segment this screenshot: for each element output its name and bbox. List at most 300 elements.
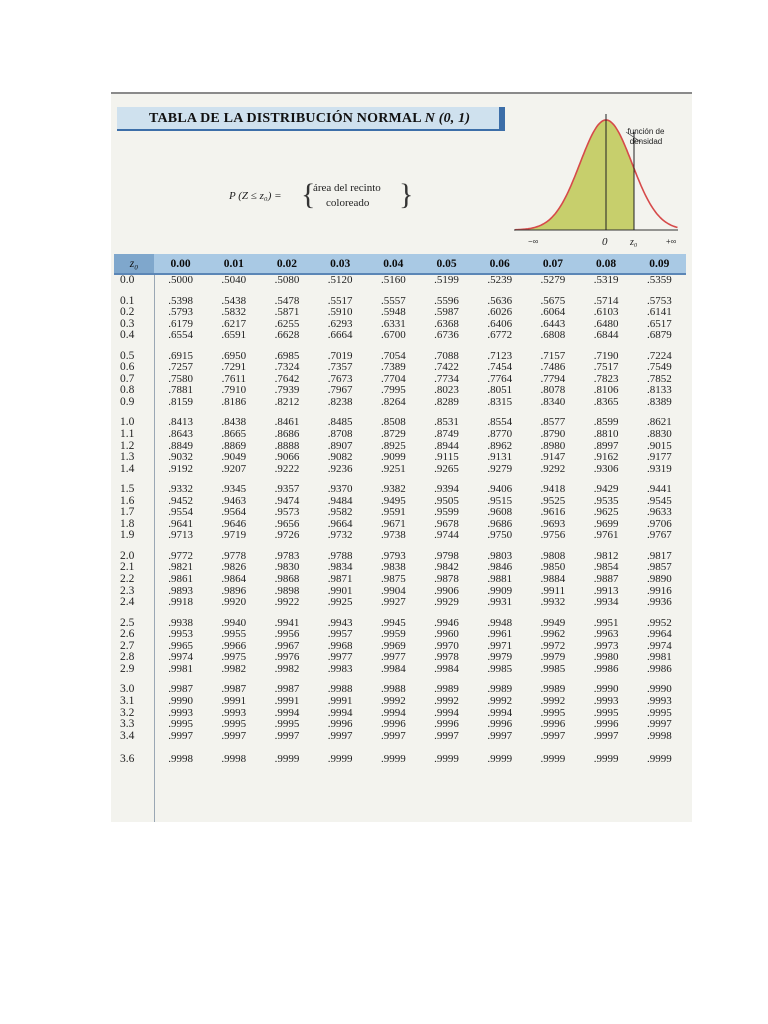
probability-cell: .9997: [646, 718, 672, 731]
probability-cell: .9582: [327, 506, 353, 519]
probability-cell: .7123: [487, 349, 513, 362]
probability-cell: .9177: [646, 451, 672, 464]
probability-cell: .9535: [593, 494, 619, 507]
probability-cell: .9463: [221, 494, 247, 507]
table-row: [114, 397, 686, 409]
probability-cell: .9968: [327, 639, 353, 652]
probability-cell: .8051: [487, 384, 513, 397]
probability-cell: .9956: [274, 628, 300, 641]
probability-cell: .9927: [380, 596, 406, 609]
probability-cell: .9834: [327, 561, 353, 574]
probability-cell: .9995: [646, 706, 672, 719]
probability-cell: .9992: [380, 694, 406, 707]
probability-cell: .9474: [274, 494, 300, 507]
probability-cell: .9990: [168, 694, 193, 707]
probability-cell: .5319: [593, 274, 619, 286]
probability-cell: .6255: [274, 317, 300, 330]
probability-cell: .9616: [540, 506, 566, 519]
probability-cell: .5478: [274, 294, 300, 307]
probability-cell: .7910: [221, 384, 247, 397]
probability-cell: .9641: [168, 517, 193, 530]
probability-cell: .6591: [221, 329, 247, 342]
probability-cell: .9767: [646, 529, 672, 542]
top-rule: [111, 92, 692, 94]
probability-cell: .9996: [434, 718, 459, 731]
probability-cell: .7324: [274, 361, 300, 374]
table-row: [114, 664, 686, 676]
table-row: [114, 464, 686, 476]
probability-cell: .9984: [434, 662, 459, 675]
probability-cell: .9901: [327, 584, 353, 597]
probability-cell: .9878: [434, 573, 459, 586]
probability-cell: .9192: [168, 462, 193, 475]
probability-cell: .9987: [221, 683, 247, 696]
probability-cell: .9997: [487, 729, 513, 742]
probability-cell: .9633: [646, 506, 672, 519]
probability-cell: .9959: [380, 628, 406, 641]
probability-cell: .9920: [221, 596, 247, 609]
probability-cell: .7734: [434, 372, 459, 385]
probability-cell: .9946: [434, 616, 459, 629]
probability-cell: .9357: [274, 483, 300, 496]
probability-cell: .5438: [221, 294, 247, 307]
probability-cell: .9406: [487, 483, 513, 496]
probability-cell: .9979: [487, 651, 513, 664]
probability-cell: .8830: [646, 428, 672, 441]
probability-cell: .5714: [593, 294, 619, 307]
probability-cell: .9960: [434, 628, 459, 641]
probability-cell: .9975: [221, 651, 247, 664]
probability-cell: .7673: [327, 372, 353, 385]
probability-cell: .9974: [168, 651, 193, 664]
probability-cell: .9983: [327, 662, 353, 675]
probability-cell: .8686: [274, 428, 300, 441]
probability-cell: .9744: [434, 529, 459, 542]
z0-axis-label: z₀: [630, 237, 638, 248]
probability-cell: .9082: [327, 451, 353, 464]
probability-cell: .9484: [327, 494, 353, 507]
probability-cell: .9756: [540, 529, 566, 542]
probability-cell: .8888: [274, 439, 300, 452]
probability-cell: .8438: [221, 416, 247, 429]
probability-cell: .9987: [274, 683, 300, 696]
probability-cell: .9999: [327, 753, 353, 766]
probability-cell: .7291: [221, 361, 247, 374]
probability-cell: .9995: [593, 706, 619, 719]
probability-cell: .7642: [274, 372, 300, 385]
probability-cell: .6915: [168, 349, 193, 362]
probability-cell: .8925: [380, 439, 406, 452]
probability-cell: .9049: [221, 451, 247, 464]
probability-cell: .9370: [327, 483, 353, 496]
probability-cell: .9934: [593, 596, 619, 609]
probability-cell: .8485: [327, 416, 353, 429]
probability-cell: .7088: [434, 349, 459, 362]
column-header: 0.03: [314, 254, 367, 274]
table-row: [114, 307, 686, 319]
probability-cell: .5239: [487, 274, 513, 286]
probability-cell: .9997: [380, 729, 406, 742]
probability-cell: .9996: [380, 718, 406, 731]
probability-cell: .9808: [540, 549, 566, 562]
probability-cell: .9830: [274, 561, 300, 574]
probability-cell: .9015: [646, 439, 672, 452]
probability-cell: .9821: [168, 561, 193, 574]
probability-cell: .9131: [487, 451, 513, 464]
probability-cell: .9826: [221, 561, 247, 574]
probability-cell: .6141: [646, 306, 672, 319]
z-value: 1.7: [120, 506, 135, 519]
probability-cell: .9986: [593, 662, 619, 675]
probability-cell: .9812: [593, 549, 619, 562]
probability-cell: .9963: [593, 628, 619, 641]
probability-cell: .9985: [540, 662, 566, 675]
probability-cell: .9772: [168, 549, 193, 562]
probability-cell: .9441: [646, 483, 672, 496]
probability-cell: .9966: [221, 639, 247, 652]
z-value: 3.6: [120, 753, 135, 766]
z-value: 2.7: [120, 639, 135, 652]
probability-cell: .9778: [221, 549, 247, 562]
probability-cell: .9994: [487, 706, 513, 719]
probability-cell: .9997: [434, 729, 459, 742]
probability-cell: .9997: [540, 729, 566, 742]
probability-cell: .9997: [221, 729, 247, 742]
probability-cell: .9948: [487, 616, 513, 629]
probability-cell: .9993: [168, 706, 193, 719]
probability-cell: .6554: [168, 329, 193, 342]
probability-cell: .9984: [380, 662, 406, 675]
probability-cell: .7611: [221, 372, 246, 385]
probability-cell: .9625: [593, 506, 619, 519]
probability-cell: .9783: [274, 549, 300, 562]
probability-cell: .5557: [380, 294, 406, 307]
probability-cell: .9931: [487, 596, 513, 609]
z-value: 2.6: [120, 628, 135, 641]
probability-cell: .7939: [274, 384, 300, 397]
probability-cell: .7704: [380, 372, 406, 385]
probability-cell: .9803: [487, 549, 513, 562]
z-value: 1.6: [120, 494, 135, 507]
probability-cell: .9996: [327, 718, 353, 731]
page-title: [149, 111, 470, 127]
probability-cell: .9985: [487, 662, 513, 675]
probability-formula: [229, 178, 414, 214]
probability-cell: .9994: [274, 706, 300, 719]
title-bar: [117, 107, 505, 131]
probability-cell: .9988: [380, 683, 406, 696]
probability-cell: .6985: [274, 349, 300, 362]
probability-cell: .9996: [487, 718, 513, 731]
column-header: 0.09: [633, 254, 686, 274]
title-suffix: N (0, 1): [424, 111, 471, 126]
probability-cell: .8212: [274, 395, 300, 408]
probability-cell: .9987: [168, 683, 193, 696]
probability-cell: .9345: [221, 483, 247, 496]
column-header: 0.06: [473, 254, 526, 274]
probability-cell: .9949: [540, 616, 566, 629]
probability-cell: .9564: [221, 506, 247, 519]
probability-cell: .9032: [168, 451, 193, 464]
probability-cell: .9932: [540, 596, 566, 609]
probability-cell: .8643: [168, 428, 193, 441]
probability-cell: .9998: [221, 753, 247, 766]
z-value: 0.1: [120, 294, 135, 307]
probability-cell: .9713: [168, 529, 193, 542]
density-curve-figure: [506, 102, 686, 252]
probability-cell: .9999: [646, 753, 672, 766]
probability-cell: .8599: [593, 416, 619, 429]
probability-cell: .7257: [168, 361, 193, 374]
z-value: 1.3: [120, 451, 135, 464]
probability-cell: .9952: [646, 616, 672, 629]
probability-cell: .6217: [221, 317, 247, 330]
probability-cell: .9525: [540, 494, 566, 507]
probability-cell: .9846: [487, 561, 513, 574]
z-value: 3.1: [120, 694, 135, 707]
probability-cell: .5279: [540, 274, 566, 286]
probability-cell: .5987: [434, 306, 459, 319]
probability-cell: .9850: [540, 561, 566, 574]
probability-cell: .6517: [646, 317, 672, 330]
probability-cell: .5199: [434, 274, 459, 286]
probability-cell: .9236: [327, 462, 353, 475]
probability-cell: .5871: [274, 306, 300, 319]
table-row: [114, 597, 686, 609]
probability-cell: .7995: [380, 384, 406, 397]
probability-cell: .9993: [221, 706, 247, 719]
column-header: 0.00: [154, 254, 207, 274]
probability-cell: .9871: [327, 573, 353, 586]
probability-cell: .5040: [221, 274, 247, 286]
probability-cell: .7389: [380, 361, 406, 374]
probability-cell: .9913: [593, 584, 619, 597]
table-row: [114, 530, 686, 542]
probability-cell: .9788: [327, 549, 353, 562]
probability-cell: .9990: [593, 683, 619, 696]
z-value: 3.3: [120, 718, 135, 731]
z-value: 2.5: [120, 616, 135, 629]
probability-cell: .6026: [487, 306, 513, 319]
probability-cell: .9842: [434, 561, 459, 574]
probability-cell: .8159: [168, 395, 193, 408]
probability-cell: .9977: [327, 651, 353, 664]
probability-cell: .9838: [380, 561, 406, 574]
z-value: 2.9: [120, 662, 135, 675]
probability-cell: .9991: [221, 694, 247, 707]
probability-cell: .9977: [380, 651, 406, 664]
probability-cell: .7580: [168, 372, 193, 385]
probability-cell: .9999: [434, 753, 459, 766]
probability-cell: .7794: [540, 372, 566, 385]
probability-cell: .8461: [274, 416, 300, 429]
probability-cell: .8554: [487, 416, 513, 429]
probability-cell: .9918: [168, 596, 193, 609]
probability-cell: .9893: [168, 584, 193, 597]
probability-cell: .9989: [487, 683, 513, 696]
probability-cell: .8389: [646, 395, 672, 408]
probability-cell: .9992: [434, 694, 459, 707]
probability-cell: .8238: [327, 395, 353, 408]
probability-cell: .8340: [540, 395, 566, 408]
probability-cell: .8810: [593, 428, 619, 441]
probability-cell: .8980: [540, 439, 566, 452]
probability-cell: .9306: [593, 462, 619, 475]
probability-cell: .6443: [540, 317, 566, 330]
probability-cell: .9991: [274, 694, 300, 707]
probability-cell: .9992: [487, 694, 513, 707]
probability-cell: .9994: [327, 706, 353, 719]
formula-lhs: P (Z ≤ z₀) =: [229, 190, 282, 202]
probability-cell: .5000: [168, 274, 193, 286]
probability-cell: .9981: [168, 662, 193, 675]
probability-cell: .7019: [327, 349, 353, 362]
probability-cell: .9964: [646, 628, 672, 641]
probability-cell: .9857: [646, 561, 672, 574]
probability-cell: .9995: [221, 718, 247, 731]
probability-cell: .8790: [540, 428, 566, 441]
probability-cell: .9761: [593, 529, 619, 542]
probability-cell: .9678: [434, 517, 459, 530]
probability-cell: .9999: [274, 753, 300, 766]
probability-cell: .9973: [593, 639, 619, 652]
probability-cell: .5636: [487, 294, 513, 307]
table-row: [114, 274, 686, 287]
probability-cell: .9495: [380, 494, 406, 507]
probability-cell: .6179: [168, 317, 193, 330]
probability-cell: .9982: [221, 662, 247, 675]
probability-cell: .9994: [434, 706, 459, 719]
probability-cell: .9999: [380, 753, 406, 766]
probability-cell: .9868: [274, 573, 300, 586]
probability-cell: .8770: [487, 428, 513, 441]
probability-cell: .8577: [540, 416, 566, 429]
probability-cell: .9251: [380, 462, 406, 475]
probability-cell: .9591: [380, 506, 406, 519]
probability-cell: .8729: [380, 428, 406, 441]
left-brace: {: [301, 178, 316, 211]
probability-cell: .6808: [540, 329, 566, 342]
probability-cell: .8023: [434, 384, 459, 397]
probability-cell: .9969: [380, 639, 406, 652]
probability-cell: .9706: [646, 517, 672, 530]
z-value: 3.0: [120, 683, 135, 696]
probability-cell: .8264: [380, 395, 406, 408]
probability-cell: .9940: [221, 616, 247, 629]
formula-text-line2: coloreado: [326, 197, 370, 209]
probability-cell: .7486: [540, 361, 566, 374]
probability-cell: .5596: [434, 294, 459, 307]
probability-cell: .9993: [646, 694, 672, 707]
z-value: 2.8: [120, 651, 135, 664]
probability-cell: .6480: [593, 317, 619, 330]
table-body: [114, 274, 686, 766]
table-row: [114, 574, 686, 586]
z-value: 1.4: [120, 462, 135, 475]
probability-cell: .9382: [380, 483, 406, 496]
right-brace: }: [399, 178, 414, 211]
probability-cell: .6293: [327, 317, 353, 330]
probability-cell: .9066: [274, 451, 300, 464]
probability-cell: .9981: [646, 651, 672, 664]
z-value: 0.6: [120, 361, 135, 374]
probability-cell: .9671: [380, 517, 406, 530]
probability-cell: .8106: [593, 384, 619, 397]
probability-cell: .9916: [646, 584, 672, 597]
column-header: 0.01: [207, 254, 260, 274]
probability-cell: .7517: [593, 361, 619, 374]
probability-cell: .6772: [487, 329, 513, 342]
probability-cell: .9941: [274, 616, 300, 629]
probability-cell: .9452: [168, 494, 193, 507]
table-row: [114, 719, 686, 731]
probability-cell: .9991: [327, 694, 353, 707]
probability-cell: .9222: [274, 462, 300, 475]
probability-cell: .7054: [380, 349, 406, 362]
probability-cell: .9970: [434, 639, 459, 652]
z-value: 0.7: [120, 372, 135, 385]
probability-cell: .9099: [380, 451, 406, 464]
probability-cell: .9962: [540, 628, 566, 641]
probability-cell: .9967: [274, 639, 300, 652]
probability-cell: .9881: [487, 573, 513, 586]
probability-cell: .8413: [168, 416, 193, 429]
probability-cell: .9394: [434, 483, 459, 496]
probability-cell: .9719: [221, 529, 247, 542]
probability-cell: .8962: [487, 439, 513, 452]
probability-cell: .6406: [487, 317, 513, 330]
probability-cell: .9974: [646, 639, 672, 652]
probability-cell: .9925: [327, 596, 353, 609]
probability-cell: .9951: [593, 616, 619, 629]
probability-cell: .5910: [327, 306, 353, 319]
z0-header: z₀: [114, 254, 154, 274]
probability-cell: .5080: [274, 274, 300, 286]
probability-cell: .9909: [487, 584, 513, 597]
probability-cell: .5517: [327, 294, 353, 307]
table-row: [114, 330, 686, 342]
z-value: 0.3: [120, 317, 135, 330]
column-header: 0.05: [420, 254, 473, 274]
probability-cell: .9608: [487, 506, 513, 519]
probability-cell: .9207: [221, 462, 247, 475]
probability-cell: .9922: [274, 596, 300, 609]
probability-cell: .8869: [221, 439, 247, 452]
probability-cell: .9943: [327, 616, 353, 629]
probability-cell: .8315: [487, 395, 513, 408]
probability-cell: .9793: [380, 549, 406, 562]
caption-line1: función de: [627, 127, 665, 136]
probability-cell: .9656: [274, 517, 300, 530]
probability-cell: .9861: [168, 573, 193, 586]
probability-cell: .9906: [434, 584, 459, 597]
z-value: 1.5: [120, 483, 135, 496]
probability-cell: .9996: [540, 718, 566, 731]
probability-cell: .7764: [487, 372, 513, 385]
probability-cell: .5753: [646, 294, 672, 307]
probability-cell: .7967: [327, 384, 353, 397]
normal-table-page: [111, 92, 692, 822]
probability-cell: .9738: [380, 529, 406, 542]
probability-cell: .9955: [221, 628, 247, 641]
probability-cell: .6879: [646, 329, 672, 342]
zero-label: 0: [602, 236, 608, 248]
probability-cell: .9854: [593, 561, 619, 574]
probability-cell: .7881: [168, 384, 193, 397]
probability-cell: .9988: [327, 683, 353, 696]
probability-cell: .8849: [168, 439, 193, 452]
probability-cell: .9904: [380, 584, 406, 597]
